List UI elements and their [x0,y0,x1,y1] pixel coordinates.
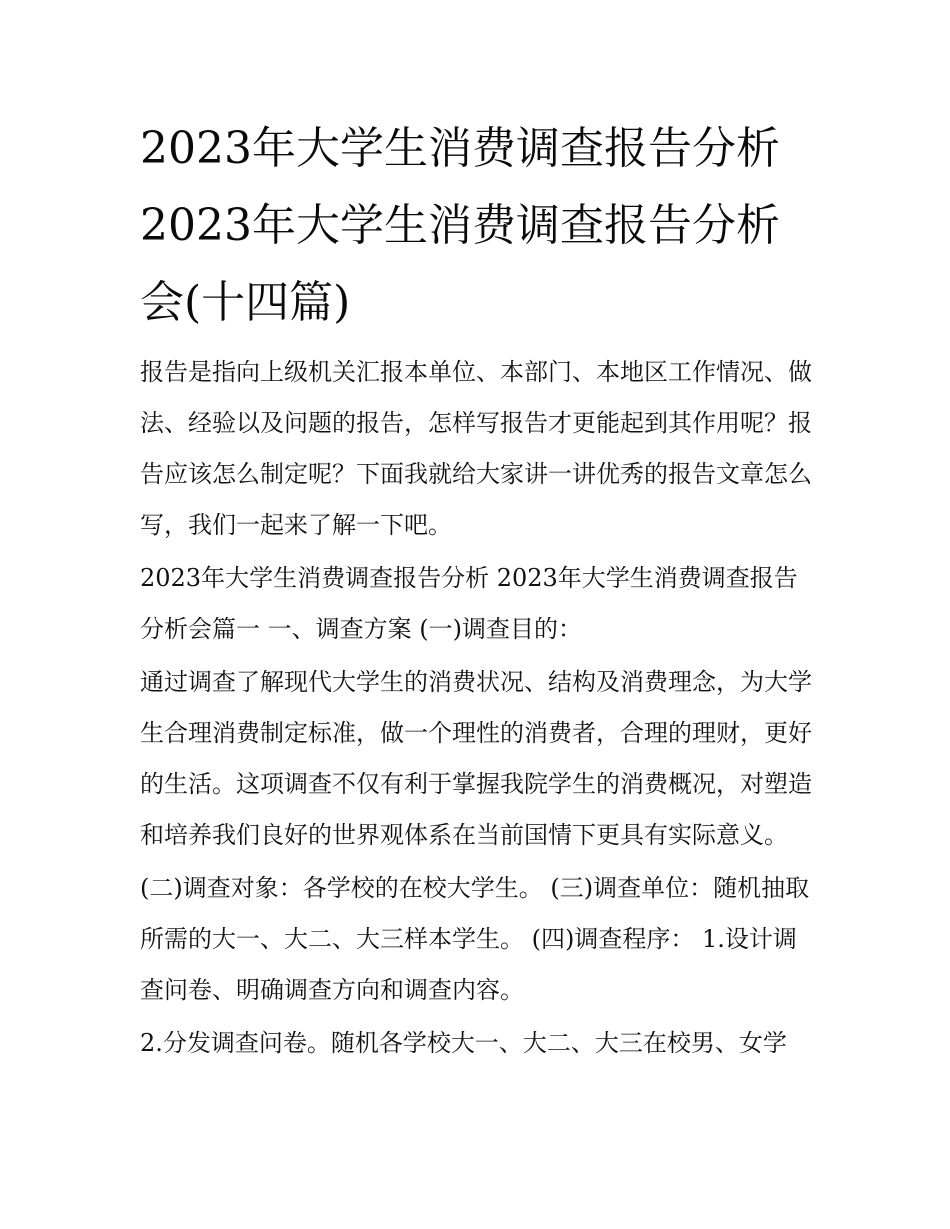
document-title: 2023年大学生消费调查报告分析 2023年大学生消费调查报告分析会(十四篇) [140,123,780,328]
paragraph-survey-purpose: 通过调查了解现代大学生的消费状况、结构及消费理念，为大学生合理消费制定标准，做一个理性的消费者，合理的理财，更好的生活。这项调查不仅有利于掌握我院学生的消费概况，对塑造和培养我们良好的世界观体系在当前国情下更具有实际意义。 [140,668,812,849]
document-page [140,110,820,1069]
paragraph-distribute-questionnaire: 2.分发调查问卷。随机各学校大一、大二、大三在校男、女学 [140,1029,787,1057]
paragraph-section-heading: 2023年大学生消费调查报告分析 2023年大学生消费调查报告分析会篇一 一、调查方案 (一)调查目的： [140,564,798,643]
paragraph-intro: 报告是指向上级机关汇报本单位、本部门、本地区工作情况、做法、经验以及问题的报告，怎样写报告才更能起到其作用呢？报告应该怎么制定呢？下面我就给大家讲一讲优秀的报告文章怎么写，我们一起来了解一下吧。 [140,358,812,539]
paragraph-survey-subjects: (二)调查对象：各学校的在校大学生。 (三)调查单位：随机抽取所需的大一、大二、大三样本学生。 (四)调查程序： 1.设计调查问卷、明确调查方向和调查内容。 [140,874,810,1004]
document-body [140,347,820,1069]
